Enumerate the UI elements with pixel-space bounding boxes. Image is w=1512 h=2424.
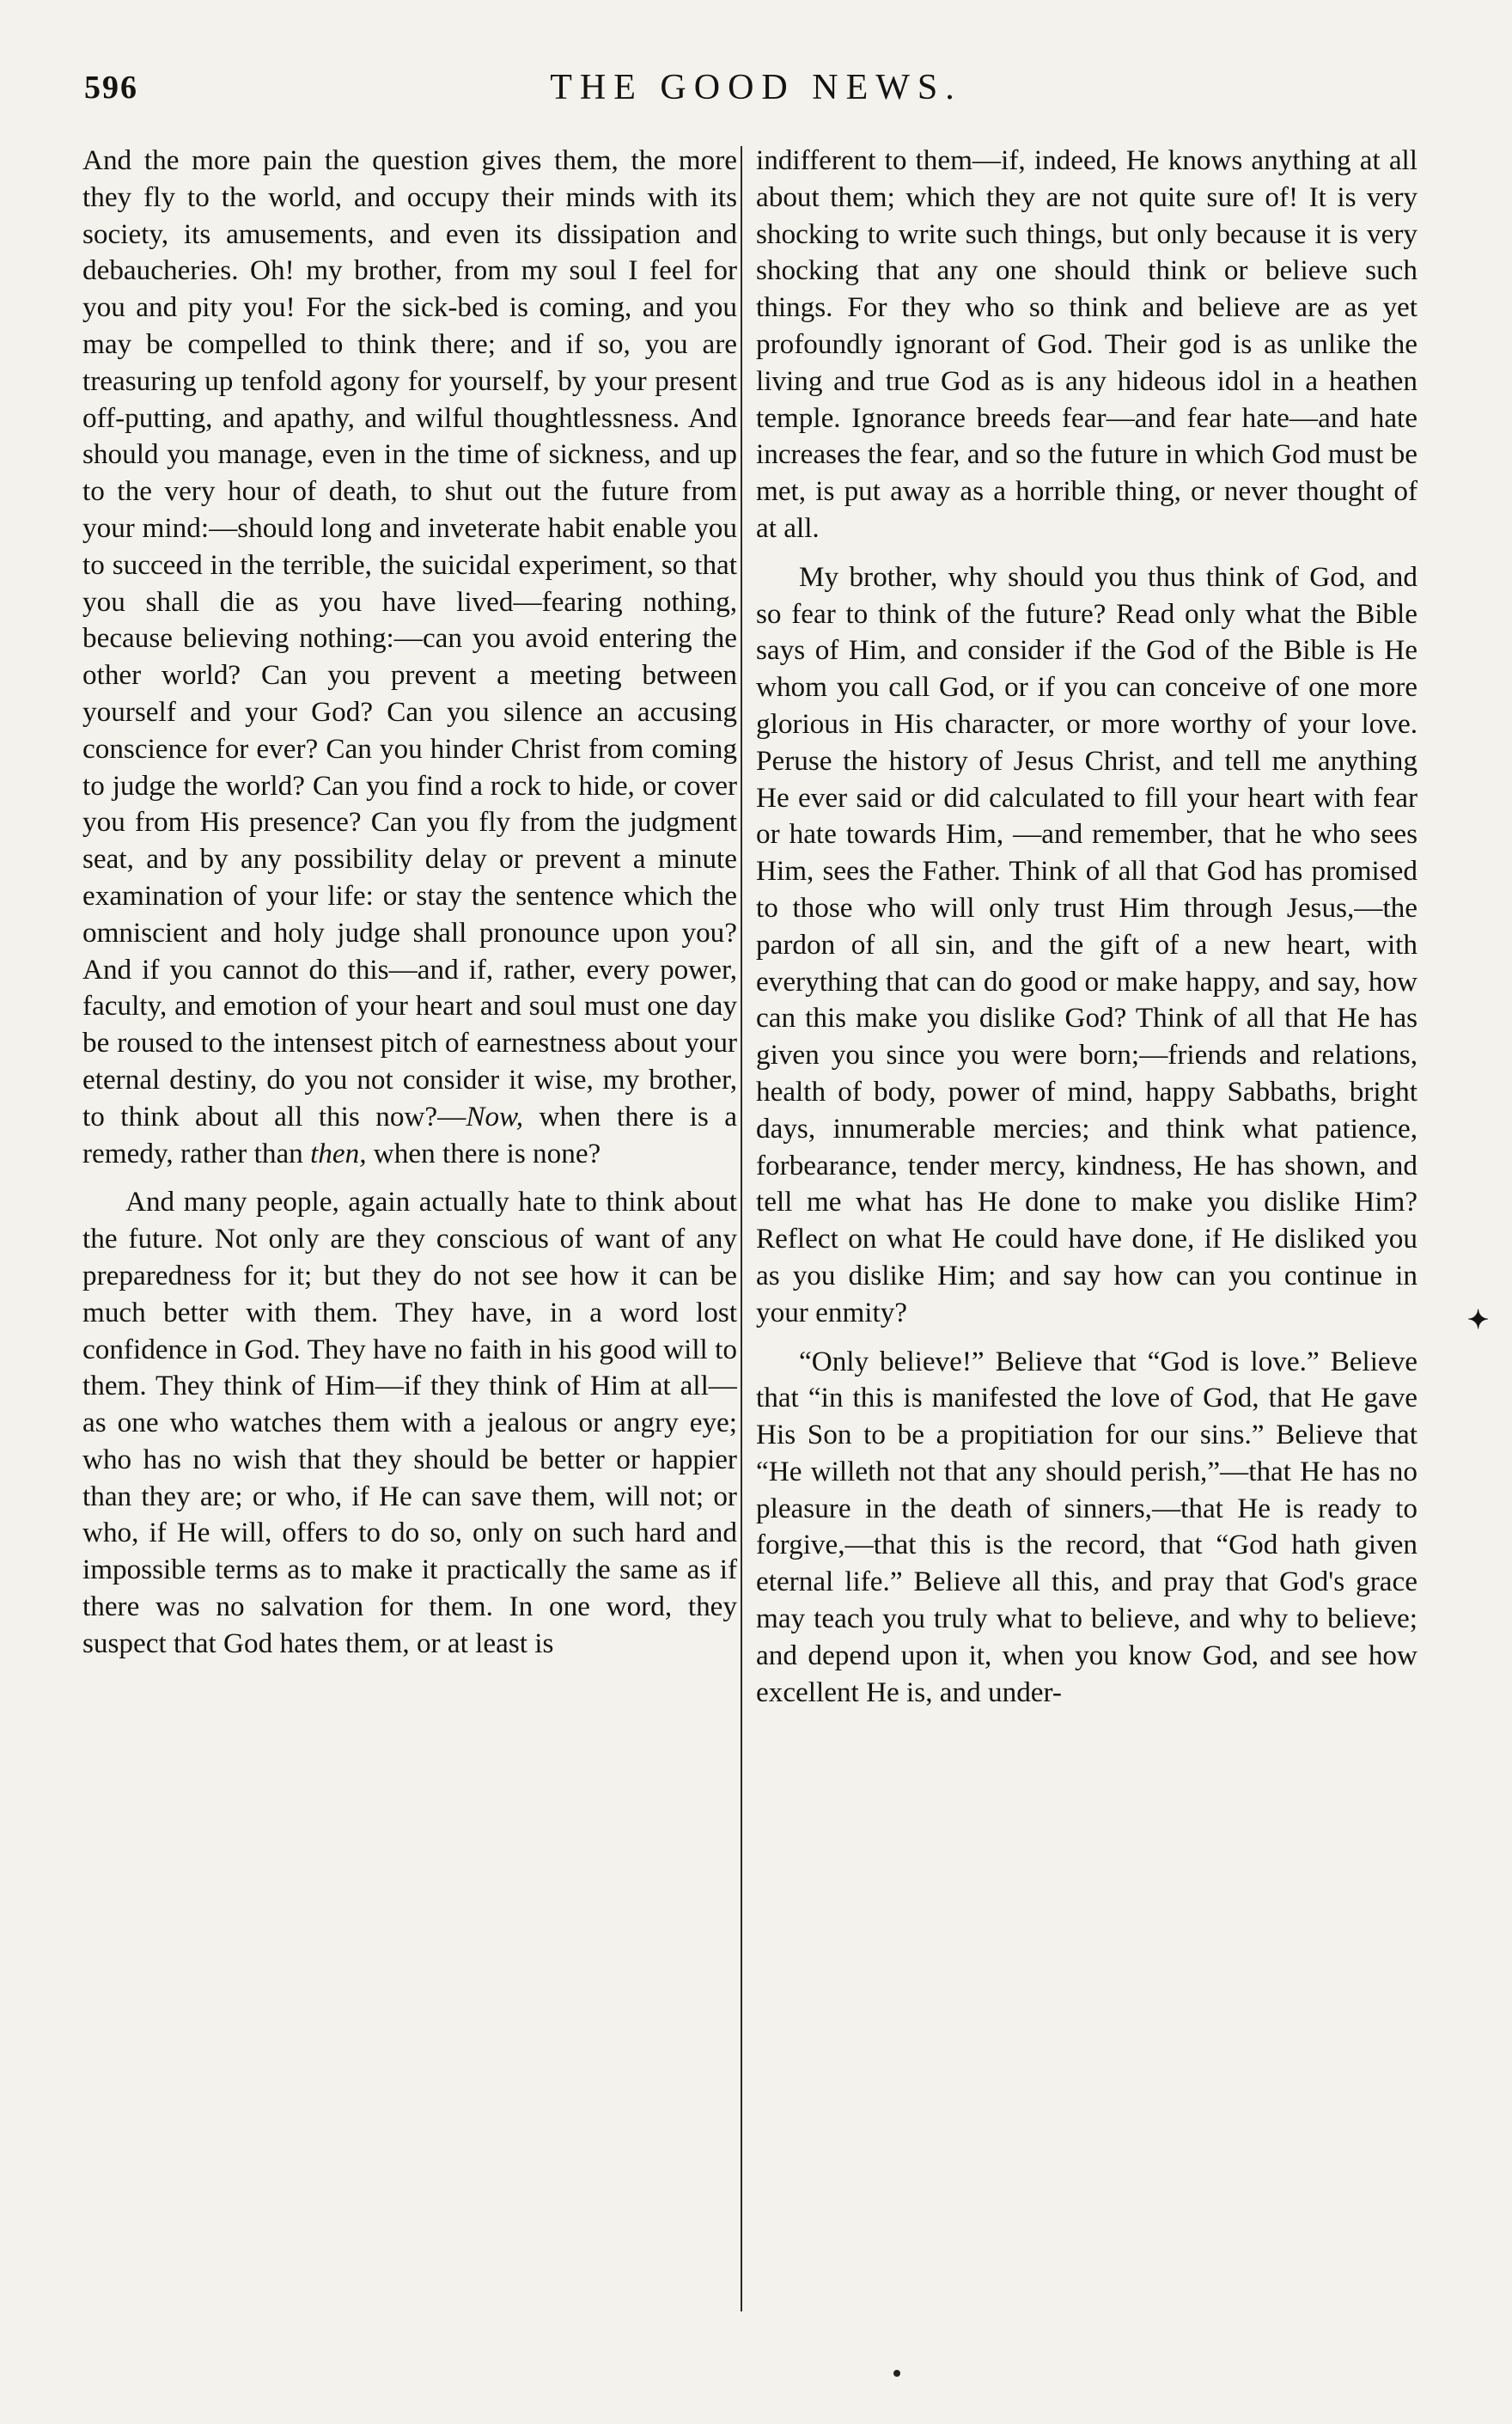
- left-column: [82, 143, 737, 2325]
- bottom-dot-mark: [893, 2370, 900, 2377]
- right-column: [756, 143, 1418, 2325]
- left-paragraph-1: [82, 143, 737, 1172]
- right-paragraph-2: My brother, why should you thus think of God, and so fear to think of the future? Read only what the Bible says of Him, and consider if the God of the Bible is He whom you call God, or if you can conceive of one more glorious in His character, or more worthy of your love. Peruse the history of Jesus Christ, and tell me anything He ever said or did calculated to fill your heart with fear or hate towards Him, —and remember, that he who sees Him, sees the Father. Think of all that God has promised to those who will only trust Him through Jesus,—the pardon of all sin, and the gift of a new heart, with everything that can do good or make happy, and say, how can this make you dislike God? Think of all that He has given you since you were born;—friends and relations, health of body, power of mind, happy Sabbaths, bright days, innumerable mercies; and think what patience, forbearance, tender mercy, kindness, He has shown, and tell me what has He done to make you dislike Him? Reflect on what He could have done, if He disliked you as you dislike Him; and say how can you continue in your enmity?: [756, 560, 1418, 1328]
- page-number: 596: [84, 70, 138, 106]
- margin-cross-mark: ✦: [1467, 1306, 1490, 1334]
- column-divider: [741, 146, 742, 2311]
- left-paragraph-1-end: when there is none?: [366, 1137, 601, 1169]
- emphasis-now: Now,: [466, 1100, 524, 1133]
- left-paragraph-1-mid: when there is a remedy, rather than: [82, 1100, 737, 1169]
- right-paragraph-1: indifferent to them—if, indeed, He knows anything at all about them; which they are not quite sure of! It is very shocking to write such things, but only because it is very shocking that any one should think or believe such things. For they who so think and believe are as yet profoundly ignorant of God. Their god is as unlike the living and true God as is any hideous idol in a heathen temple. Ignorance breeds fear—and fear hate—and hate increases the fear, and so the future in which God must be met, is put away as a horrible thing, or never thought of at all.: [756, 144, 1418, 544]
- left-paragraph-1-text: And the more pain the question gives them, the more they fly to the world, and occupy their minds with its society, its amusements, and even its dissipation and debaucheries. Oh! my brother, from my soul I feel for you and pity you! For the sick-bed is coming, and you may be compelled to think there; and if so, you are treasuring up tenfold agony for yourself, by your present off-putting, and apathy, and wilful thoughtlessness. And should you manage, even in the time of sickness, and up to the very hour of death, to shut out the future from your mind:—should long and inveterate habit enable you to succeed in the terrible, the suicidal experiment, so that you shall die as you have lived—fearing nothing, because believing nothing:—can you avoid entering the other world? Can you prevent a meeting between yourself and your God? Can you silence an accusing conscience for ever? Can you hinder Christ from coming to judge the world? Can you find a rock to hide, or cover you from His presence? Can you fly from the judgment seat, and by any possibility delay or prevent a minute examination of your life: or stay the sentence which the omniscient and holy judge shall pronounce upon you? And if you cannot do this—and if, rather, every power, faculty, and emotion of your heart and soul must one day be roused to the intensest pitch of earnestness about your eternal destiny, do you not consider it wise, my brother, to think about all this now?—: [82, 144, 737, 1133]
- page-header: [0, 62, 1512, 113]
- emphasis-then: then,: [310, 1137, 367, 1169]
- right-paragraph-3: “Only believe!” Believe that “God is love.” Believe that “in this is manifested the love of God, that He gave His Son to be a propitiation for our sins.” Believe that “He willeth not that any should perish,”—that He has no pleasure in the death of sinners,—that He is ready to forgive,—that this is the record, that “God hath given eternal life.” Believe all this, and pray that God's grace may teach you truly what to believe, and why to believe; and depend upon it, when you know God, and see how excellent He is, and under-: [756, 1345, 1418, 1708]
- running-title: THE GOOD NEWS.: [550, 68, 962, 107]
- left-paragraph-2: And many people, again actually hate to think about the future. Not only are they conscious of want of any preparedness for it; but they do not see how it can be much better with them. They have, in a word lost confidence in God. They have no faith in his good will to them. They think of Him—if they think of Him at all—as one who watches them with a jealous or angry eye; who has no wish that they should be better or happier than they are; or who, if He can save them, will not; or who, if He will, offers to do so, only on such hard and impossible terms as to make it practically the same as if there was no salvation for them. In one word, they suspect that God hates them, or at least is: [82, 1186, 737, 1659]
